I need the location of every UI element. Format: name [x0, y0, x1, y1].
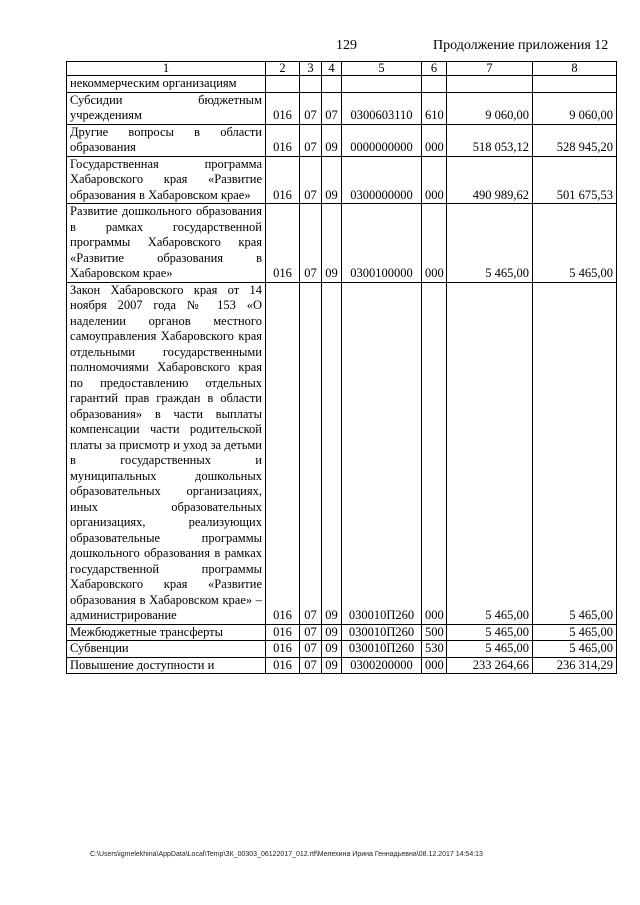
table-row	[67, 641, 617, 658]
chapter-code-cell: 016	[266, 641, 300, 658]
expense-type-cell: 530	[422, 641, 447, 658]
amount-year2-cell: 528 945,20	[533, 124, 617, 156]
expense-type-cell: 000	[422, 124, 447, 156]
table-header-row	[67, 62, 617, 76]
amount-year2-cell: 5 465,00	[533, 641, 617, 658]
column-header: 6	[422, 62, 447, 76]
chapter-code-cell: 016	[266, 156, 300, 204]
section-code-cell: 07	[300, 204, 322, 283]
table-row	[67, 204, 617, 283]
target-article-cell: 030010П260	[342, 282, 422, 624]
row-name-cell: некоммерческим организациям	[67, 76, 266, 93]
amount-year1-cell: 5 465,00	[447, 641, 533, 658]
subsection-code-cell: 09	[322, 156, 342, 204]
column-header: 5	[342, 62, 422, 76]
expense-type-cell: 000	[422, 657, 447, 674]
amount-year2-cell: 5 465,00	[533, 282, 617, 624]
target-article-cell: 0300000000	[342, 156, 422, 204]
expense-type-cell: 610	[422, 92, 447, 124]
expense-type-cell	[422, 76, 447, 93]
chapter-code-cell: 016	[266, 124, 300, 156]
section-code-cell: 07	[300, 282, 322, 624]
amount-year2-cell	[533, 76, 617, 93]
column-header: 2	[266, 62, 300, 76]
target-article-cell: 0300603110	[342, 92, 422, 124]
subsection-code-cell: 09	[322, 657, 342, 674]
table-row	[67, 92, 617, 124]
subsection-code-cell: 09	[322, 641, 342, 658]
amount-year1-cell: 5 465,00	[447, 204, 533, 283]
table-row	[67, 282, 617, 624]
subsection-code-cell: 09	[322, 204, 342, 283]
section-code-cell: 07	[300, 92, 322, 124]
table-row	[67, 624, 617, 641]
row-name-cell: Повышение доступности и	[67, 657, 266, 674]
column-header: 4	[322, 62, 342, 76]
subsection-code-cell: 09	[322, 624, 342, 641]
column-header: 3	[300, 62, 322, 76]
target-article-cell	[342, 76, 422, 93]
chapter-code-cell: 016	[266, 92, 300, 124]
amount-year1-cell: 490 989,62	[447, 156, 533, 204]
target-article-cell: 030010П260	[342, 641, 422, 658]
page-number: 129	[336, 38, 357, 53]
row-name-cell: Государственная программа Хабаровского края «Развитие образования в Хабаровском крае»	[67, 156, 266, 204]
amount-year1-cell: 518 053,12	[447, 124, 533, 156]
column-header: 1	[67, 62, 266, 76]
target-article-cell: 0000000000	[342, 124, 422, 156]
target-article-cell: 0300200000	[342, 657, 422, 674]
chapter-code-cell	[266, 76, 300, 93]
expense-type-cell: 000	[422, 156, 447, 204]
amount-year1-cell: 9 060,00	[447, 92, 533, 124]
column-header: 8	[533, 62, 617, 76]
section-code-cell: 07	[300, 641, 322, 658]
chapter-code-cell: 016	[266, 657, 300, 674]
subsection-code-cell: 09	[322, 282, 342, 624]
expense-type-cell: 000	[422, 204, 447, 283]
amount-year2-cell: 5 465,00	[533, 624, 617, 641]
amount-year1-cell: 5 465,00	[447, 624, 533, 641]
table-row	[67, 657, 617, 674]
amount-year2-cell: 5 465,00	[533, 204, 617, 283]
section-code-cell: 07	[300, 156, 322, 204]
file-path-footer: C:\Users\igmelekhina\AppData\Local\Temp\ЗК_00303_06122017_012.rtf\Мелехина Ирина Геннадьевна\08.12.2017 14:54:13	[90, 851, 483, 858]
budget-table	[66, 61, 617, 674]
section-code-cell: 07	[300, 624, 322, 641]
expense-type-cell: 500	[422, 624, 447, 641]
row-name-cell: Закон Хабаровского края от 14 ноября 2007 года № 153 «О наделении органов местного самоуправления Хабаровского края отдельными государственными полномочиями Хабаровского края по предоставлению отдельных гарантий прав граждан в области образования» в части выплаты компенсации части родительской платы за присмотр и уход за детьми в государственных и муниципальных дошкольных образовательных организациях, иных образовательных организациях, реализующих образовательные программы дошкольного образования в рамках государственной программы Хабаровского края «Развитие образования в Хабаровском крае» – администрирование	[67, 282, 266, 624]
row-name-cell: Субсидии бюджетным учреждениям	[67, 92, 266, 124]
chapter-code-cell: 016	[266, 282, 300, 624]
target-article-cell: 030010П260	[342, 624, 422, 641]
column-header: 7	[447, 62, 533, 76]
subsection-code-cell: 09	[322, 124, 342, 156]
row-name-cell: Субвенции	[67, 641, 266, 658]
target-article-cell: 0300100000	[342, 204, 422, 283]
table-row	[67, 156, 617, 204]
subsection-code-cell	[322, 76, 342, 93]
chapter-code-cell: 016	[266, 204, 300, 283]
continuation-label: Продолжение приложения 12	[433, 38, 609, 53]
row-name-cell: Другие вопросы в области образования	[67, 124, 266, 156]
row-name-cell: Развитие дошкольного образования в рамках государственной программы Хабаровского края «Развитие образования в Хабаровском крае»	[67, 204, 266, 283]
amount-year2-cell: 9 060,00	[533, 92, 617, 124]
section-code-cell: 07	[300, 657, 322, 674]
amount-year1-cell: 233 264,66	[447, 657, 533, 674]
amount-year2-cell: 501 675,53	[533, 156, 617, 204]
section-code-cell	[300, 76, 322, 93]
chapter-code-cell: 016	[266, 624, 300, 641]
row-name-cell: Межбюджетные трансферты	[67, 624, 266, 641]
subsection-code-cell: 07	[322, 92, 342, 124]
table-row	[67, 124, 617, 156]
amount-year2-cell: 236 314,29	[533, 657, 617, 674]
amount-year1-cell	[447, 76, 533, 93]
amount-year1-cell: 5 465,00	[447, 282, 533, 624]
section-code-cell: 07	[300, 124, 322, 156]
expense-type-cell: 000	[422, 282, 447, 624]
table-row	[67, 76, 617, 93]
